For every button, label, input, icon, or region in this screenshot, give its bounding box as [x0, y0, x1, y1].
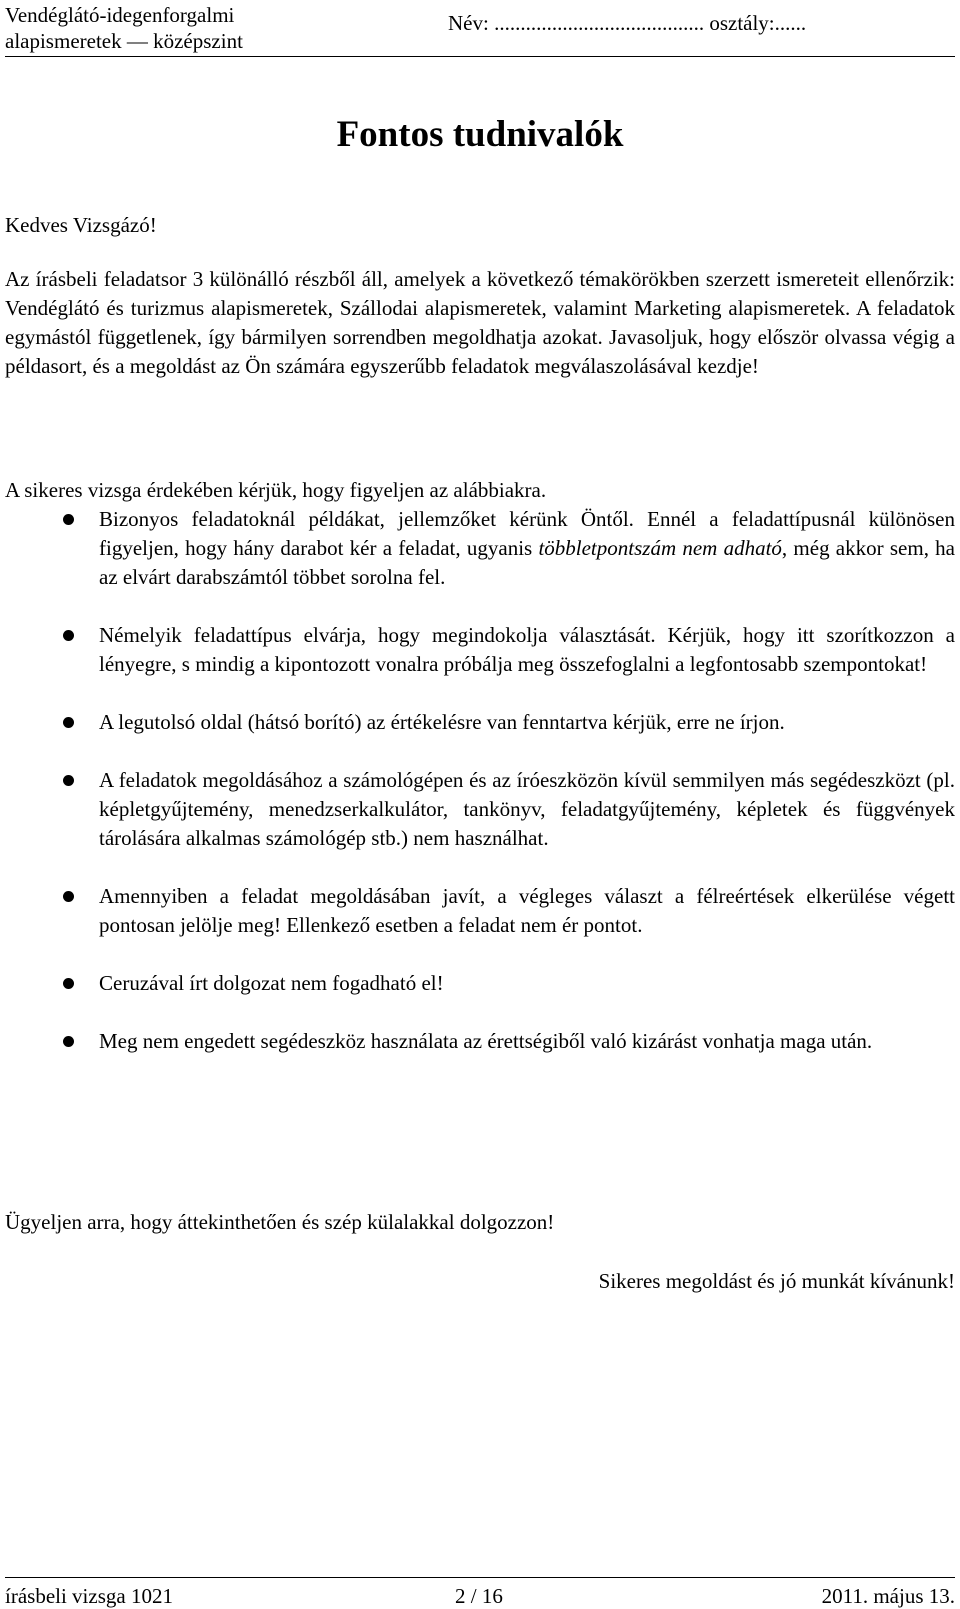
greeting: Kedves Vizsgázó!	[5, 213, 157, 237]
rule-text: A feladatok megoldásához a számológépen és az íróeszközön kívül semmilyen más segédeszközt (pl. képletgyűjtemény, menedzserkalkulátor, tankönyv, feladatgyűjtemény, képletek és függvények tárolására alkalmas számológép stb.) nem használhat.	[99, 768, 955, 850]
list-item	[5, 969, 955, 998]
rules-list	[5, 505, 955, 1085]
list-item	[5, 766, 955, 853]
list-item	[5, 505, 955, 592]
name-class-field: Név: ........................................ osztály:......	[448, 11, 807, 35]
exam-code: írásbeli vizsga 1021	[5, 1584, 173, 1608]
footer-divider	[5, 1577, 955, 1578]
header-divider	[5, 56, 955, 57]
rule-text: Ceruzával írt dolgozat nem fogadható el!	[99, 971, 444, 995]
list-item	[5, 708, 955, 737]
rule-emphasis: többletpontszám nem adható	[538, 536, 782, 560]
closing-wish: Sikeres megoldást és jó munkát kívánunk!	[598, 1269, 955, 1293]
page-header	[5, 0, 955, 54]
document-page	[5, 0, 955, 1609]
rule-text: Amennyiben a feladat megoldásában javít, a végleges választ a félreértések elkerülése végett pontosan jelölje meg! Ellenkező esetben a feladat nem ér pontot.	[99, 884, 955, 937]
subject-line-1: Vendéglátó-idegenforgalmi	[5, 3, 235, 27]
page-number: 2 / 16	[455, 1584, 503, 1608]
page-title: Fontos tudnivalók	[336, 114, 624, 155]
list-item	[5, 882, 955, 940]
list-item	[5, 621, 955, 679]
neatness-note: Ügyeljen arra, hogy áttekinthetően és szép külalakkal dolgozzon!	[5, 1210, 555, 1234]
rule-text: Meg nem engedett segédeszköz használata az érettségiből való kizárást vonhatja maga után.	[99, 1029, 873, 1053]
rule-text-end: , még akkor sem, ha az elvárt darabszámtól többet sorolna fel.	[99, 536, 955, 589]
subject-label	[5, 2, 243, 54]
rule-text: A legutolsó oldal (hátsó borító) az értékelésre van fenntartva kérjük, erre ne írjon.	[99, 710, 785, 734]
subject-line-2: alapismeretek — középszint	[5, 29, 243, 53]
rule-text: Némelyik feladattípus elvárja, hogy megindokolja választását. Kérjük, hogy itt szorítkozzon a lényegre, s mindig a kipontozott vonalra próbálja meg összefoglalni a legfontosabb szempontokat!	[99, 623, 955, 676]
rule-text: Bizonyos feladatoknál példákat, jellemzőket kérünk Öntől. Ennél a feladattípusnál különösen figyeljen, hogy hány darabot kér a feladat, ugyanis	[99, 507, 955, 560]
list-item	[5, 1027, 955, 1056]
intro-paragraph: Az írásbeli feladatsor 3 különálló részből áll, amelyek a következő témakörökben szerzett ismereteit ellenőrzik: Vendéglátó és turizmus alapismeretek, Szállodai alapismeretek, valamint Marketing alapismeretek. A feladatok egymástól függetlenek, így bármilyen sorrendben megoldhatja azokat. Javasoljuk, hogy először olvassa végig a példasort, és a megoldást az Ön számára egyszerűbb feladatok megválaszolásával kezdje!	[5, 267, 955, 378]
rules-lead: A sikeres vizsga érdekében kérjük, hogy figyeljen az alábbiakra.	[5, 478, 547, 502]
exam-date: 2011. május 13.	[821, 1584, 955, 1608]
page-footer	[5, 1583, 955, 1609]
